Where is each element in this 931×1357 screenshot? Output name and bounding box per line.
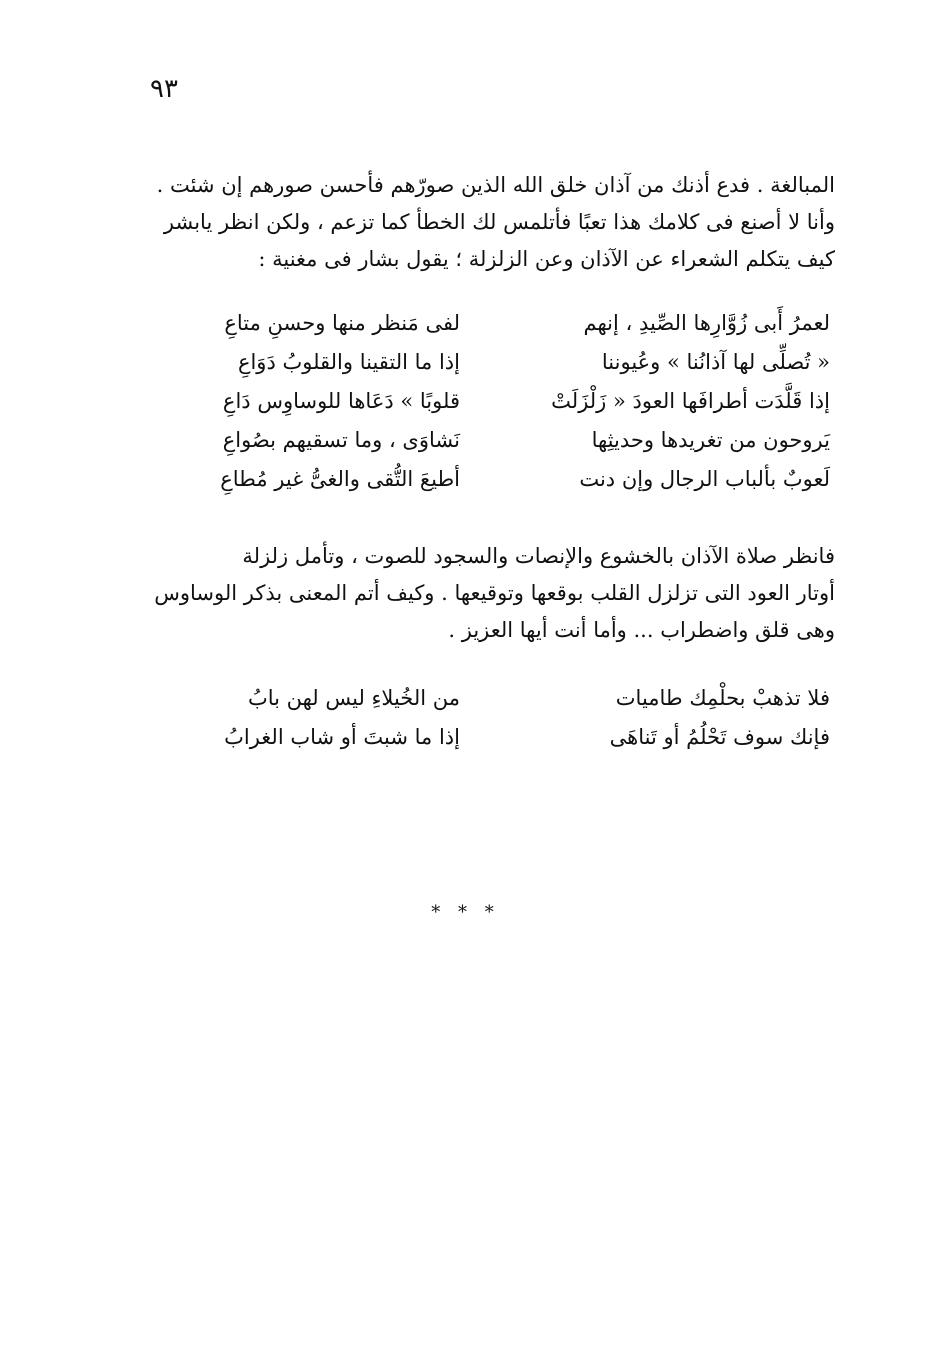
first-hemistich: لَعوبٌ بألباب الرجال وإن دنت [579, 467, 830, 491]
poem-1 [180, 304, 830, 499]
paragraph-line: وأنا لا أصنع فى كلامك هذا تعبًا فأتلمس لك الخطأ كما تزعم ، ولكن انظر يابشر [163, 210, 835, 234]
verse-line [180, 679, 830, 718]
first-hemistich: فإنك سوف تَحْلُمُ أو تَناهَى [609, 725, 830, 749]
section-separator: * * * [431, 902, 500, 923]
second-hemistich: من الخُيلاءِ ليس لهن بابُ [247, 686, 460, 710]
first-hemistich: فلا تذهبْ بحلْمِك طاميات [615, 686, 830, 710]
verse-line [180, 460, 830, 499]
verse-line [180, 304, 830, 343]
page-number: ٩٣ [150, 74, 178, 104]
verse-line [180, 421, 830, 460]
second-hemistich: قلوبًا » دَعَاها للوساوِس دَاعِ [222, 389, 460, 413]
paragraph-line: المبالغة . فدع أذنك من آذان خلق الله الذين صورّهم فأحسن صورهم إن شئت . [156, 173, 835, 197]
paragraph-line: فانظر صلاة الآذان بالخشوع والإنصات والسجود للصوت ، وتأمل زلزلة [242, 544, 835, 568]
paragraph-line: أوتار العود التى تزلزل القلب بوقعها وتوقيعها . وكيف أتم المعنى بذكر الوساوس [154, 581, 835, 605]
first-hemistich: إذا قَلَّدَت أطرافَها العودَ « زَلْزَلَتْ [551, 389, 830, 413]
verse-line [180, 718, 830, 757]
verse-line [180, 382, 830, 421]
paragraph-line: كيف يتكلم الشعراء عن الآذان وعن الزلزلة ؛ يقول بشار فى مغنية : [258, 247, 835, 271]
paragraph-2 [140, 538, 835, 649]
first-hemistich: « تُصلِّى لها آذانُنا » وعُيوننا [601, 350, 830, 374]
poem-2 [180, 679, 830, 757]
first-hemistich: يَروحون من تغريدها وحديثِها [591, 428, 830, 452]
second-hemistich: أطيعَ التُّقى والغىُّ غير مُطاعِ [220, 467, 460, 491]
second-hemistich: إذا ما التقينا والقلوبُ دَوَاعِ [237, 350, 460, 374]
second-hemistich: إذا ما شبتَ أو شاب الغرابُ [224, 725, 460, 749]
second-hemistich: لفى مَنظر منها وحسنِ متاعِ [224, 311, 460, 335]
second-hemistich: نَشاوَى ، وما تسقيهم بصُواعِ [222, 428, 460, 452]
paragraph-line: وهى قلق واضطراب ... وأما أنت أيها العزيز . [448, 618, 835, 642]
verse-line [180, 343, 830, 382]
paragraph-1 [140, 167, 835, 278]
first-hemistich: لعمرُ أَبى زُوَّارِها الصِّيدِ ، إنهم [583, 311, 830, 335]
